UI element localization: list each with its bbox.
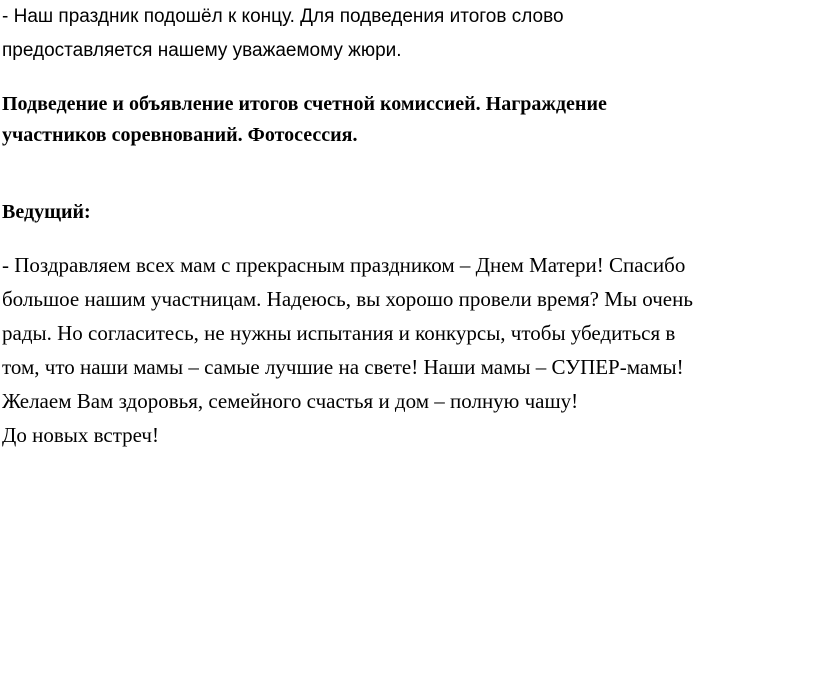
- closing-line-5: Желаем Вам здоровья, семейного счастья и дом – полную чашу!: [2, 389, 579, 413]
- instruction-line-2: участников соревнований. Фотосессия.: [2, 124, 358, 146]
- speaker-label: Ведущий:: [2, 201, 91, 223]
- closing-line-4: том, что наши мамы – самые лучшие на свете! Наши мамы – СУПЕР-мамы!: [2, 355, 684, 379]
- closing-line-6: До новых встреч!: [2, 423, 159, 447]
- closing-line-2: большое нашим участницам. Надеюсь, вы хорошо провели время? Мы очень: [2, 287, 693, 311]
- intro-line-1: - Наш праздник подошёл к концу. Для подведения итогов слово: [2, 6, 564, 27]
- closing-line-3: рады. Но согласитесь, не нужны испытания и конкурсы, чтобы убедиться в: [2, 321, 676, 345]
- instruction-paragraph: [2, 89, 607, 151]
- instruction-line-1: Подведение и объявление итогов счетной комиссией. Награждение: [2, 93, 607, 115]
- intro-line-2: предоставляется нашему уважаемому жюри.: [2, 40, 402, 61]
- speaker-heading: [2, 197, 91, 228]
- intro-paragraph: [2, 0, 564, 68]
- closing-line-1: - Поздравляем всех мам с прекрасным праздником – Днем Матери! Спасибо: [2, 253, 686, 277]
- closing-paragraph: [2, 248, 693, 452]
